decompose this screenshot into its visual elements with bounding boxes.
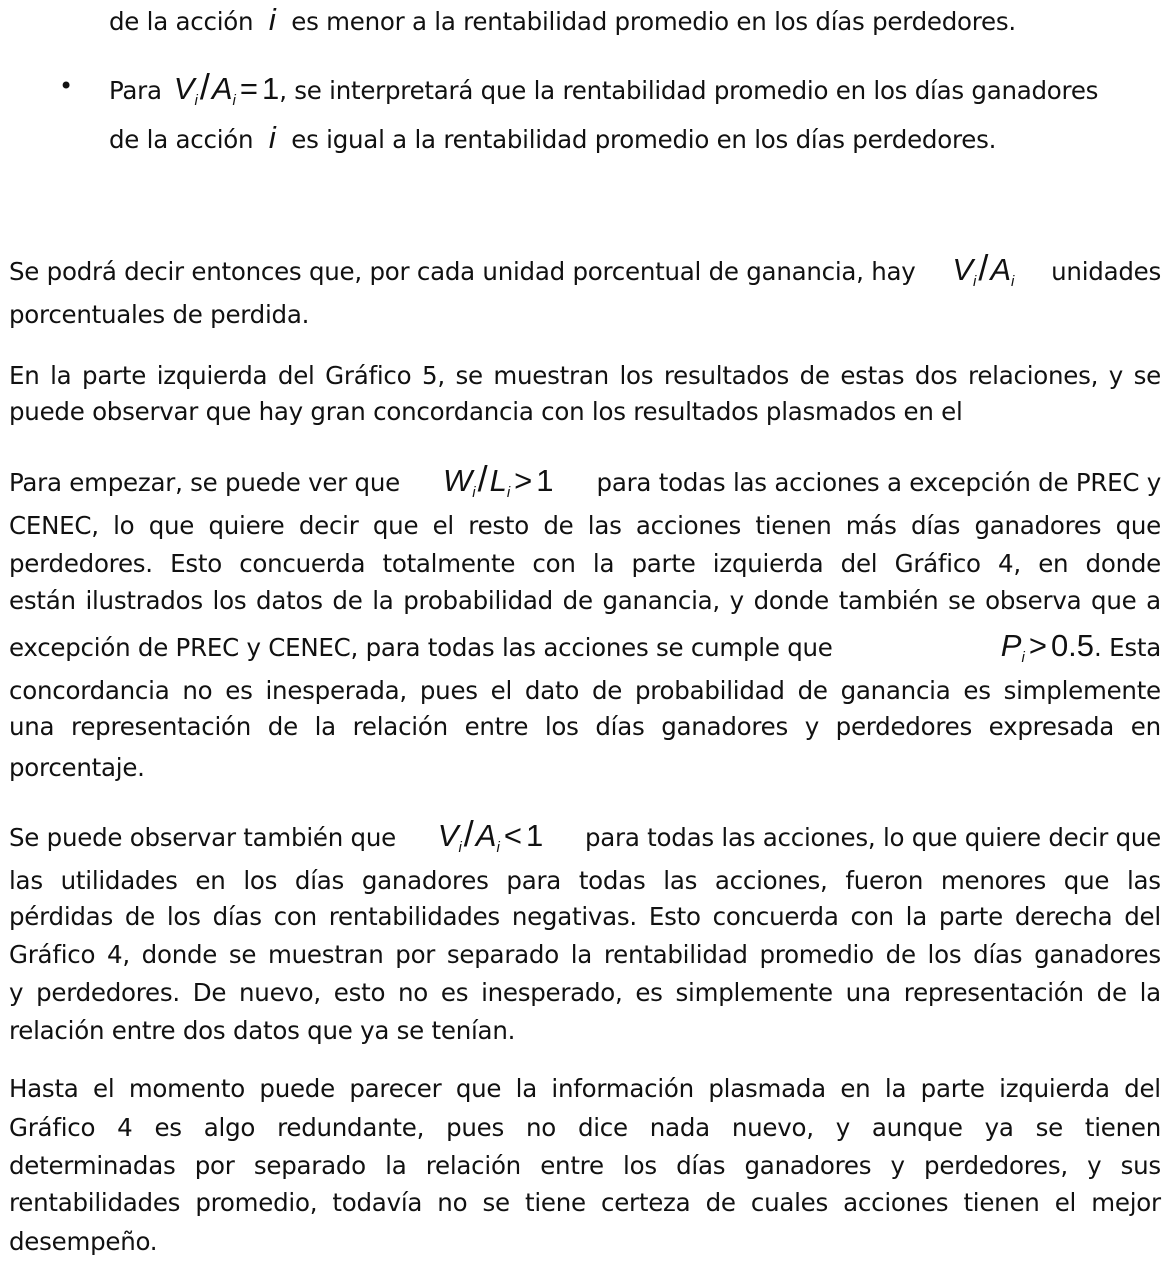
word: días (911, 511, 961, 540)
word: simplemente (1003, 676, 1161, 705)
word: de (543, 511, 574, 540)
word: izquierda (999, 1074, 1110, 1103)
word: parte (631, 549, 696, 578)
math-slash: / (477, 458, 488, 499)
word: aunque (871, 1113, 963, 1142)
word: promedio (759, 940, 874, 969)
word: del (840, 549, 878, 578)
word: el (490, 676, 513, 705)
paragraph-4-line-3 (9, 902, 1161, 931)
word: pues (419, 676, 478, 705)
word: ganadores (661, 712, 788, 741)
paragraph-1-line-2: porcentuales de perdida. (9, 300, 310, 329)
list-item-2-line-1 (109, 66, 1161, 109)
text-span: Para (109, 76, 162, 105)
word: izquierda (712, 549, 824, 578)
math-a: A (211, 71, 233, 106)
word: es (440, 978, 469, 1007)
word: en (840, 1074, 871, 1103)
word: los (619, 361, 654, 390)
word: entre (540, 1151, 604, 1180)
word: todas (578, 866, 646, 895)
word: no (398, 978, 429, 1007)
word: con (273, 902, 317, 931)
word: una (845, 978, 891, 1007)
word: parecer (349, 1074, 442, 1103)
word: ganadores (974, 511, 1102, 540)
word: y (835, 1113, 850, 1142)
word: no (525, 1113, 556, 1142)
word: Esto (170, 549, 222, 578)
word: que (1115, 511, 1161, 540)
word: la (905, 902, 927, 931)
word: algo (203, 1113, 256, 1142)
math-sub: i (472, 484, 476, 501)
paragraph-4-line-4 (9, 940, 1161, 969)
paragraph-5-line-1 (9, 1074, 1161, 1103)
math-ratio (443, 458, 554, 501)
word: muestran (268, 940, 384, 969)
word: también (838, 586, 939, 615)
word: 4 (117, 1113, 133, 1142)
word: utilidades (60, 866, 178, 895)
word: acciones (843, 1188, 949, 1217)
word: es (635, 978, 663, 1007)
math-slash: / (199, 66, 210, 107)
word: relaciones, (968, 361, 1099, 390)
word: días (294, 866, 345, 895)
word: donde (753, 586, 830, 615)
word: de (705, 1188, 736, 1217)
word: de (332, 586, 363, 615)
math-sub: i (194, 92, 198, 109)
word: para (506, 866, 562, 895)
text-span: Para empezar, se puede ver que (9, 468, 400, 497)
word: días (595, 712, 645, 741)
word: relación (352, 712, 448, 741)
word: los (166, 902, 201, 931)
word: relación (425, 1151, 521, 1180)
word: que (148, 511, 195, 540)
word: parte (920, 1074, 985, 1103)
word: simplemente (675, 978, 833, 1007)
word: concordancia (9, 676, 170, 705)
word: donde (141, 940, 218, 969)
word: días (973, 940, 1023, 969)
word: perdedores. (9, 549, 153, 578)
math-var-i: i (268, 2, 276, 37)
math-sub: i (1021, 649, 1025, 666)
word: totalmente (382, 549, 516, 578)
math-v: V (952, 252, 973, 287)
word: 5, (421, 361, 445, 390)
text-span: es menor a la rentabilidad promedio en los días perdedores. (291, 7, 1016, 36)
word: los (243, 866, 278, 895)
word: de (797, 676, 828, 705)
math-gt: > (1028, 628, 1047, 663)
word: del (1124, 1074, 1161, 1103)
word: es (963, 676, 991, 705)
math-sub: i (1011, 273, 1015, 290)
word: una (9, 712, 55, 741)
math-a: A (990, 252, 1012, 287)
word: están (9, 586, 76, 615)
word: expresada (988, 712, 1115, 741)
word: 4, (107, 940, 130, 969)
word: y (890, 1151, 905, 1180)
word: es (225, 676, 253, 705)
paragraph-1-line-1 (9, 247, 1161, 290)
paragraph-3-line-6 (9, 676, 1161, 705)
math-sub: i (496, 839, 500, 856)
word: fueron (845, 866, 924, 895)
word: todavía (332, 1188, 423, 1217)
word: es (154, 1113, 182, 1142)
paragraph-3-line-8: porcentaje. (9, 753, 145, 782)
math-v: V (173, 71, 195, 106)
math-sub: i (232, 92, 236, 109)
word: se (455, 361, 483, 390)
word: certeza (600, 1188, 691, 1217)
word: tienen (963, 1188, 1040, 1217)
word: Esto (648, 902, 701, 931)
paragraph-3-line-5 (9, 628, 1161, 666)
word: se (1035, 1113, 1063, 1142)
math-ratio (952, 247, 1014, 290)
text-span: . Esta (1094, 633, 1161, 662)
word: nuevo, (731, 1113, 814, 1142)
word: el (432, 511, 454, 540)
math-slash: / (463, 813, 474, 854)
word: Gráfico (894, 549, 981, 578)
word: las (663, 866, 698, 895)
word: y (9, 978, 24, 1007)
math-ratio (174, 66, 279, 109)
math-lt: < (503, 818, 522, 853)
word: Gráfico (325, 361, 412, 390)
word: y (729, 586, 744, 615)
word: concuerda (239, 549, 366, 578)
word: de (267, 712, 298, 741)
word: y (804, 712, 819, 741)
word: con (532, 549, 576, 578)
word: dos (914, 361, 958, 390)
text-span: para todas las acciones, lo que quiere decir que (584, 823, 1161, 852)
paragraph-4-line-2 (9, 866, 1161, 895)
word: y (1087, 1151, 1102, 1180)
word: estas (840, 361, 905, 390)
text-span: Se puede observar también que (9, 823, 396, 852)
word: redundante, (277, 1113, 425, 1142)
math-var-i: i (268, 120, 276, 155)
word: el (1054, 1188, 1077, 1217)
math-v: V (437, 818, 459, 853)
word: resto (468, 511, 530, 540)
word: del (277, 361, 315, 390)
paragraph-3-line-1 (9, 458, 1161, 501)
math-half: 0.5 (1050, 628, 1095, 663)
word: parte (938, 902, 1003, 931)
word: ilustrados (85, 586, 203, 615)
word: muestran (493, 361, 609, 390)
word: se (228, 940, 257, 969)
word: puede (259, 1074, 335, 1103)
word: los (544, 712, 579, 741)
word: se (1133, 361, 1161, 390)
list-item-2-line-2 (109, 120, 996, 156)
text-span: de la acción (109, 7, 254, 36)
math-one: 1 (525, 818, 544, 853)
word: esto (333, 978, 386, 1007)
math-ratio (438, 813, 543, 856)
word: dato (524, 676, 580, 705)
word: concuerda (712, 902, 839, 931)
word: inesperado, (481, 978, 623, 1007)
text-span: excepción de PREC y CENEC, para todas las acciones se cumple que (9, 633, 833, 662)
word: 4, (998, 549, 1021, 578)
word: observa (985, 586, 1082, 615)
word: las (1126, 866, 1161, 895)
word: días (676, 1151, 726, 1180)
math-sub: i (973, 273, 977, 290)
word: de (885, 940, 916, 969)
word: la (570, 940, 593, 969)
word: En (9, 361, 40, 390)
word: quiere (208, 511, 285, 540)
word: de (562, 586, 593, 615)
word: negativas. (511, 902, 637, 931)
math-one: 1 (261, 71, 280, 106)
word: mejor (1091, 1188, 1161, 1217)
word: promedio, (195, 1188, 318, 1217)
math-gt: > (514, 463, 533, 498)
word: donde (1085, 549, 1161, 578)
word: perdedores. (36, 978, 180, 1007)
word: rentabilidades (9, 1188, 181, 1217)
word: ya (984, 1113, 1014, 1142)
math-inequality (1001, 628, 1094, 666)
word: separado (446, 940, 559, 969)
word: los (927, 940, 962, 969)
word: ganancia, (602, 586, 720, 615)
word: más (845, 511, 897, 540)
word: ganancia (840, 676, 951, 705)
paragraph-4-line-6: relación entre dos datos que ya se tenían. (9, 1016, 516, 1045)
word: del (1124, 902, 1161, 931)
text-span: unidades (1051, 257, 1161, 286)
word: se (482, 1188, 510, 1217)
paragraph-5-line-4 (9, 1188, 1161, 1217)
list-item-1-tail (109, 2, 1016, 38)
word: derecha (1014, 902, 1113, 931)
word: dice (577, 1113, 628, 1142)
word: la (592, 549, 615, 578)
word: los (212, 586, 247, 615)
word: acciones (635, 511, 742, 540)
text-span: Se podrá decir entonces que, por cada unidad porcentual de ganancia, hay (9, 257, 916, 286)
word: tiene (524, 1188, 586, 1217)
bullet-marker: • (59, 72, 73, 100)
paragraph-4-line-1 (9, 813, 1161, 856)
word: pérdidas (9, 902, 113, 931)
word: la (1139, 978, 1161, 1007)
word: los (623, 1151, 657, 1180)
paragraph-3-line-7 (9, 712, 1161, 741)
paragraph-2-line-2: puede observar que hay gran concordancia con los resultados plasmados en el (9, 397, 963, 426)
word: izquierda (156, 361, 268, 390)
paragraph-3-line-3 (9, 549, 1161, 578)
word: resultados (663, 361, 789, 390)
word: la (515, 1074, 537, 1103)
word: que (372, 511, 419, 540)
math-sub: i (506, 484, 511, 501)
word: de (1096, 978, 1127, 1007)
word: a (1146, 586, 1161, 615)
word: ganadores (1034, 940, 1161, 969)
word: pues (446, 1113, 504, 1142)
word: nada (649, 1113, 710, 1142)
paragraph-4-line-5 (9, 978, 1161, 1007)
word: no (437, 1188, 468, 1217)
math-one: 1 (536, 463, 554, 498)
paragraph-3-line-2 (9, 511, 1161, 540)
list-item-2-lead (109, 66, 1098, 109)
math-w: W (442, 463, 473, 498)
word: ganadores (744, 1151, 872, 1180)
word: la (884, 1074, 907, 1103)
word: momento (128, 1074, 245, 1103)
paragraph-5-line-5: desempeño. (9, 1227, 158, 1256)
word: parte (82, 361, 147, 390)
word: Gráfico (9, 1113, 96, 1142)
word: las (587, 511, 622, 540)
word: sus (1120, 1151, 1161, 1180)
word: la (50, 361, 72, 390)
word: nuevo, (239, 978, 321, 1007)
word: Gráfico (9, 940, 96, 969)
word: representación (71, 712, 252, 741)
math-slash: / (978, 247, 989, 288)
word: de (124, 902, 155, 931)
word: rentabilidades (328, 902, 500, 931)
word: probabilidad (403, 586, 553, 615)
paragraph-2-line-1 (9, 361, 1161, 390)
word: determinadas (9, 1151, 176, 1180)
math-sub: i (458, 839, 462, 856)
word: rentabilidad (603, 940, 748, 969)
math-p: P (1000, 628, 1022, 663)
word: de (591, 676, 623, 705)
word: por (194, 1151, 235, 1180)
word: acciones, (714, 866, 828, 895)
word: información (551, 1074, 694, 1103)
word: tienen (1084, 1113, 1161, 1142)
word: que (1063, 866, 1110, 895)
word: la (385, 1151, 407, 1180)
word: que (455, 1074, 502, 1103)
word: y (1108, 361, 1123, 390)
paragraph-5-line-3 (9, 1151, 1161, 1180)
text-span: de la acción (109, 125, 254, 154)
math-l: L (489, 463, 507, 498)
math-a: A (475, 818, 497, 853)
word: separado (253, 1151, 366, 1180)
word: la (372, 586, 394, 615)
word: cuales (750, 1188, 828, 1217)
text-span: es igual a la rentabilidad promedio en los días perdedores. (291, 125, 997, 154)
word: se (948, 586, 976, 615)
paragraph-5-line-2 (9, 1113, 1161, 1142)
word: de (799, 361, 830, 390)
word: en (195, 866, 226, 895)
word: en (1038, 549, 1069, 578)
word: De (192, 978, 227, 1007)
word: inesperada, (265, 676, 407, 705)
math-eq: = (239, 71, 258, 106)
word: lo (113, 511, 135, 540)
word: menores (940, 866, 1047, 895)
word: probabilidad (634, 676, 785, 705)
word: con (850, 902, 894, 931)
word: decir (298, 511, 359, 540)
word: CENEC, (9, 511, 99, 540)
word: no (182, 676, 213, 705)
paragraph-3-line-4 (9, 586, 1161, 615)
word: perdedores (835, 712, 972, 741)
word: el (93, 1074, 115, 1103)
word: entre (464, 712, 529, 741)
word: en (1130, 712, 1161, 741)
word: ganadores (361, 866, 489, 895)
word: tienen (755, 511, 832, 540)
word: representación (903, 978, 1084, 1007)
text-span: para todas las acciones a excepción de PREC y (596, 468, 1161, 497)
word: que (1091, 586, 1137, 615)
word: las (9, 866, 43, 895)
word: Hasta (9, 1074, 79, 1103)
word: datos (256, 586, 323, 615)
word: por (395, 940, 436, 969)
word: días (212, 902, 262, 931)
math-inequality-group (1001, 628, 1161, 666)
word: perdedores, (924, 1151, 1068, 1180)
text-span: , se interpretará que la rentabilidad promedio en los días ganadores (279, 76, 1099, 105)
word: plasmada (708, 1074, 826, 1103)
word: la (314, 712, 336, 741)
